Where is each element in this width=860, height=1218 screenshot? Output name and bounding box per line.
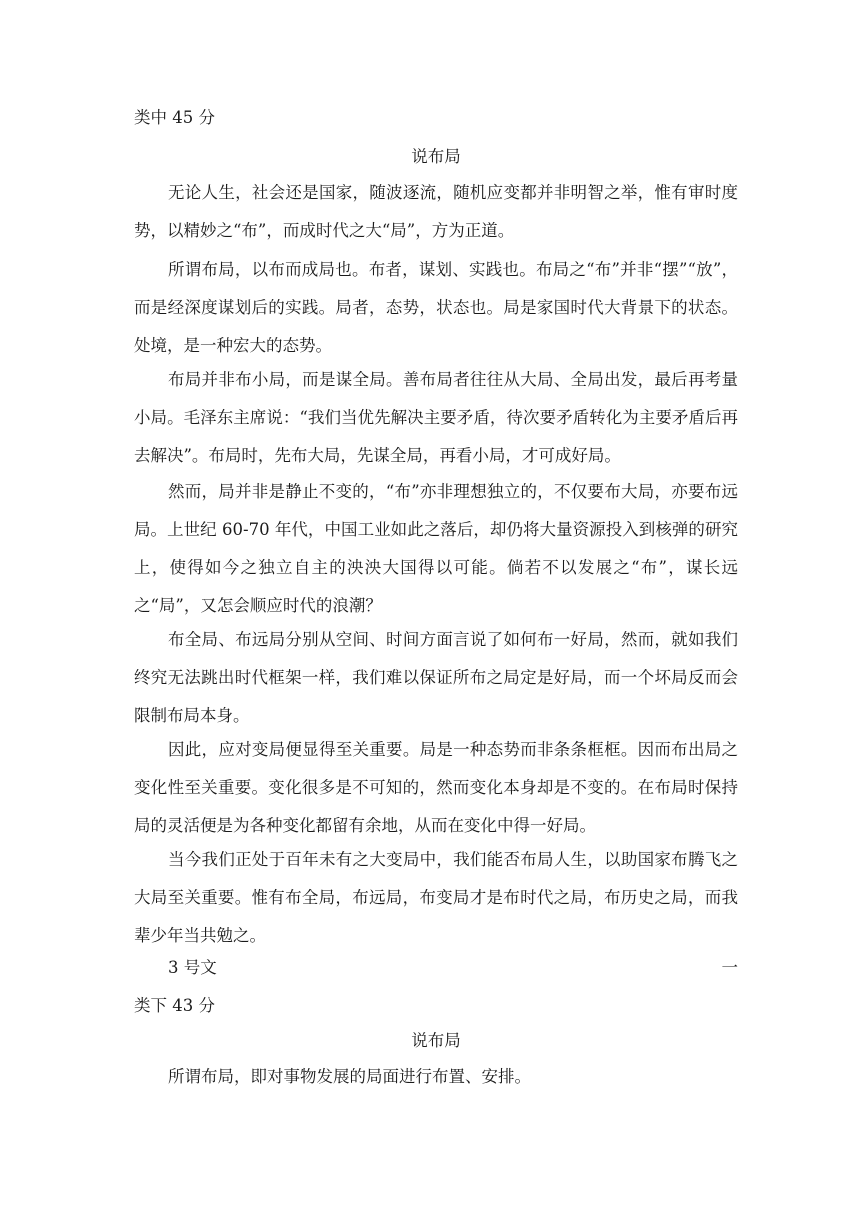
essay-paragraph: 当今我们正处于百年未有之大变局中，我们能否布局人生，以助国家布腾飞之大局至关重要。惟有布全局，布远局，布变局才是布时代之局，布历史之局，而我辈少年当共勉之。 [134,850,738,945]
essay-title: 说布局 [411,147,461,166]
essay-paragraph: 因此，应对变局便显得至关重要。局是一种态势而非条条框框。因而布出局之变化性至关重要。变化很多是不可知的，然而变化本身却是不变的。在布局时保持局的灵活便是为各种变化都留有余地，从而在变化中得一好局。 [134,740,738,835]
essay-number-dash: 一 [721,958,738,977]
essay-paragraph: 然而，局并非是静止不变的，“布”亦非理想独立的，不仅要布大局，亦要布远局。上世纪 60-70 年代，中国工业如此之落后，却仍将大量资源投入到核弹的研究上，使得如今之独立自主的泱泱大国得以可能。倘若不以发展之“布”，谋长远之“局”，又怎会顺应时代的浪潮？ [134,482,738,615]
essay-number: 3 号文 [168,958,217,977]
essay-paragraph: 所谓布局，以布而成局也。布者，谋划、实践也。布局之“布”并非“摆”“放”，而是经深度谋划后的实践。局者，态势，状态也。局是家国时代大背景下的状态。处境，是一种宏大的态势。 [134,260,738,355]
essay-paragraph: 布局并非布小局，而是谋全局。善布局者往往从大局、全局出发，最后再考量小局。毛泽东主席说：“我们当优先解决主要矛盾，待次要矛盾转化为主要矛盾后再去解决”。布局时，先布大局，先谋全局，再看小局，才可成好局。 [134,370,738,465]
essay-paragraph: 无论人生，社会还是国家，随波逐流，随机应变都并非明智之举，惟有审时度势，以精妙之“布”，而成时代之大“局”，方为正道。 [134,183,738,240]
essay-title: 说布局 [411,1031,461,1050]
essay-paragraph: 所谓布局，即对事物发展的局面进行布置、安排。 [168,1067,531,1086]
essay-grade: 类下 43 分 [134,996,215,1015]
essay-grade: 类中 45 分 [134,108,215,127]
essay-paragraph: 布全局、布远局分别从空间、时间方面言说了如何布一好局，然而，就如我们终究无法跳出时代框架一样，我们难以保证所布之局定是好局，而一个坏局反而会限制布局本身。 [134,630,738,725]
